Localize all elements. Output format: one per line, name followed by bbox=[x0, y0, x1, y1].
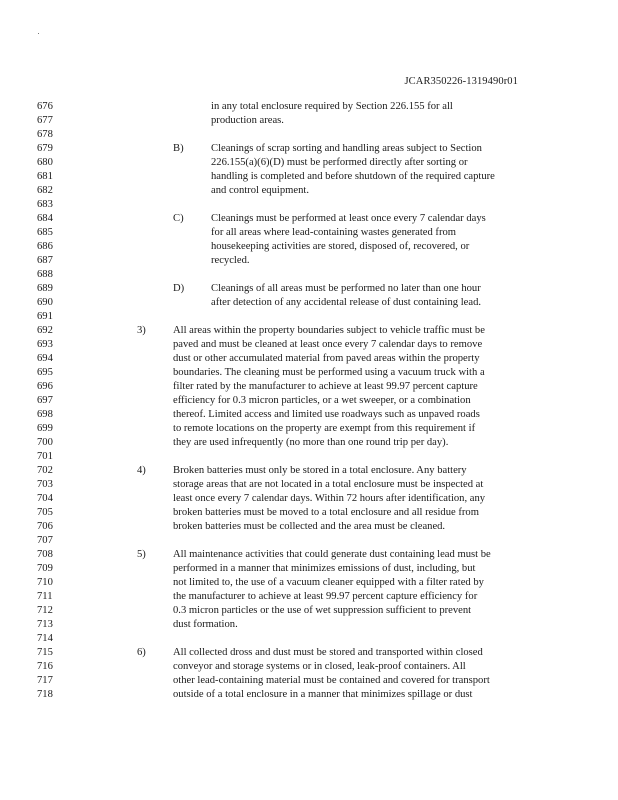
line-text: Cleanings of all areas must be performed no later than one hour bbox=[211, 283, 481, 294]
line-number: 700 bbox=[37, 437, 53, 448]
document-line bbox=[0, 282, 618, 296]
line-number: 687 bbox=[37, 255, 53, 266]
line-number: 705 bbox=[37, 507, 53, 518]
line-number: 686 bbox=[37, 241, 53, 252]
line-text: least once every 7 calendar days. Within 72 hours after identification, any bbox=[173, 493, 486, 504]
line-text: All areas within the property boundaries subject to vehicle traffic must be bbox=[173, 325, 485, 336]
line-text: performed in a manner that minimizes emissions of dust, including, but bbox=[173, 563, 476, 574]
document-line bbox=[0, 422, 618, 436]
document-line bbox=[0, 506, 618, 520]
document-line bbox=[0, 450, 618, 464]
line-number: 678 bbox=[37, 129, 53, 140]
document-line bbox=[0, 366, 618, 380]
line-number: 708 bbox=[37, 549, 53, 560]
line-text: other lead-containing material must be contained and covered for transport bbox=[173, 675, 490, 686]
line-number: 718 bbox=[37, 689, 53, 700]
document-line bbox=[0, 380, 618, 394]
document-line bbox=[0, 674, 618, 688]
document-line bbox=[0, 100, 618, 114]
line-text: for all areas where lead-containing wastes generated from bbox=[211, 227, 457, 238]
document-line bbox=[0, 464, 618, 478]
line-number: 711 bbox=[37, 591, 53, 602]
line-number: 684 bbox=[37, 213, 53, 224]
line-text: conveyor and storage systems or in closed, leak-proof containers. All bbox=[173, 661, 466, 672]
line-number: 685 bbox=[37, 227, 53, 238]
document-line bbox=[0, 226, 618, 240]
document-line bbox=[0, 534, 618, 548]
line-number: 690 bbox=[37, 297, 53, 308]
line-number: 695 bbox=[37, 367, 53, 378]
line-number: 680 bbox=[37, 157, 53, 168]
line-text: in any total enclosure required by Section 226.155 for all bbox=[211, 101, 453, 112]
document-line bbox=[0, 198, 618, 212]
line-number: 717 bbox=[37, 675, 53, 686]
line-text: storage areas that are not located in a total enclosure must be inspected at bbox=[173, 479, 484, 490]
document-line bbox=[0, 212, 618, 226]
line-number: 712 bbox=[37, 605, 53, 616]
line-text: after detection of any accidental release of dust containing lead. bbox=[211, 297, 482, 308]
document-line bbox=[0, 352, 618, 366]
document-line bbox=[0, 156, 618, 170]
document-line bbox=[0, 184, 618, 198]
line-number: 701 bbox=[37, 451, 53, 462]
line-number: 691 bbox=[37, 311, 53, 322]
line-number: 692 bbox=[37, 325, 53, 336]
line-number: 707 bbox=[37, 535, 53, 546]
document-line bbox=[0, 660, 618, 674]
item-marker: 3) bbox=[137, 325, 146, 336]
item-marker: 5) bbox=[137, 549, 146, 560]
document-line bbox=[0, 646, 618, 660]
line-text: handling is completed and before shutdown of the required capture bbox=[211, 171, 495, 182]
document-line bbox=[0, 548, 618, 562]
item-marker: 6) bbox=[137, 647, 146, 658]
line-text: filter rated by the manufacturer to achieve at least 99.97 percent capture bbox=[173, 381, 478, 392]
document-line bbox=[0, 576, 618, 590]
line-number: 703 bbox=[37, 479, 53, 490]
document-line bbox=[0, 310, 618, 324]
line-text: they are used infrequently (no more than one round trip per day). bbox=[173, 437, 449, 448]
line-number: 698 bbox=[37, 409, 53, 420]
line-number: 677 bbox=[37, 115, 53, 126]
line-number: 709 bbox=[37, 563, 53, 574]
line-text: outside of a total enclosure in a manner that minimizes spillage or dust bbox=[173, 689, 473, 700]
line-number: 714 bbox=[37, 633, 53, 644]
line-number: 696 bbox=[37, 381, 53, 392]
item-marker: D) bbox=[173, 283, 185, 294]
document-line bbox=[0, 436, 618, 450]
line-text: All maintenance activities that could generate dust containing lead must be bbox=[173, 549, 491, 560]
document-line bbox=[0, 604, 618, 618]
document-line bbox=[0, 478, 618, 492]
line-text: paved and must be cleaned at least once every 7 calendar days to remove bbox=[173, 339, 483, 350]
document-line bbox=[0, 254, 618, 268]
line-number: 702 bbox=[37, 465, 53, 476]
document-line bbox=[0, 492, 618, 506]
line-text: thereof. Limited access and limited use roadways such as unpaved roads bbox=[173, 409, 480, 420]
line-number: 693 bbox=[37, 339, 53, 350]
item-marker: B) bbox=[173, 143, 184, 154]
document-line bbox=[0, 268, 618, 282]
document-body bbox=[0, 100, 618, 702]
item-marker: C) bbox=[173, 213, 184, 224]
line-number: 688 bbox=[37, 269, 53, 280]
line-text: broken batteries must be moved to a total enclosure and all residue from bbox=[173, 507, 479, 518]
line-text: not limited to, the use of a vacuum cleaner equipped with a filter rated by bbox=[173, 577, 484, 588]
line-text: to remote locations on the property are exempt from this requirement if bbox=[173, 423, 476, 434]
document-line bbox=[0, 562, 618, 576]
line-number: 704 bbox=[37, 493, 53, 504]
line-text: and control equipment. bbox=[211, 185, 309, 196]
document-line bbox=[0, 170, 618, 184]
line-number: 715 bbox=[37, 647, 53, 658]
line-text: Broken batteries must only be stored in a total enclosure. Any battery bbox=[173, 465, 467, 476]
line-number: 679 bbox=[37, 143, 53, 154]
line-text: production areas. bbox=[211, 115, 284, 126]
line-number: 706 bbox=[37, 521, 53, 532]
line-text: housekeeping activities are stored, disposed of, recovered, or bbox=[211, 241, 470, 252]
line-number: 716 bbox=[37, 661, 53, 672]
document-line bbox=[0, 142, 618, 156]
line-text: All collected dross and dust must be stored and transported within closed bbox=[173, 647, 483, 658]
line-number: 697 bbox=[37, 395, 53, 406]
scan-speck bbox=[38, 33, 39, 34]
line-number: 694 bbox=[37, 353, 53, 364]
line-text: boundaries. The cleaning must be performed using a vacuum truck with a bbox=[173, 367, 485, 378]
line-text: 0.3 micron particles or the use of wet suppression sufficient to prevent bbox=[173, 605, 472, 616]
line-number: 699 bbox=[37, 423, 53, 434]
line-text: broken batteries must be collected and the area must be cleaned. bbox=[173, 521, 446, 532]
document-line bbox=[0, 590, 618, 604]
document-line bbox=[0, 632, 618, 646]
document-line bbox=[0, 394, 618, 408]
document-line bbox=[0, 520, 618, 534]
item-marker: 4) bbox=[137, 465, 146, 476]
document-line bbox=[0, 408, 618, 422]
document-line bbox=[0, 128, 618, 142]
line-text: 226.155(a)(6)(D) must be performed directly after sorting or bbox=[211, 157, 468, 168]
line-text: efficiency for 0.3 micron particles, or a wet sweeper, or a combination bbox=[173, 395, 471, 406]
line-number: 713 bbox=[37, 619, 53, 630]
line-text: dust formation. bbox=[173, 619, 238, 630]
line-number: 682 bbox=[37, 185, 53, 196]
document-line bbox=[0, 296, 618, 310]
document-line bbox=[0, 338, 618, 352]
line-number: 683 bbox=[37, 199, 53, 210]
line-number: 676 bbox=[37, 101, 53, 112]
document-line bbox=[0, 114, 618, 128]
document-line bbox=[0, 688, 618, 702]
document-line bbox=[0, 240, 618, 254]
line-number: 689 bbox=[37, 283, 53, 294]
document-line bbox=[0, 324, 618, 338]
line-text: dust or other accumulated material from paved areas within the property bbox=[173, 353, 480, 364]
line-text: recycled. bbox=[211, 255, 250, 266]
document-line bbox=[0, 618, 618, 632]
line-text: the manufacturer to achieve at least 99.97 percent capture efficiency for bbox=[173, 591, 478, 602]
line-text: Cleanings of scrap sorting and handling areas subject to Section bbox=[211, 143, 482, 154]
line-number: 681 bbox=[37, 171, 53, 182]
line-text: Cleanings must be performed at least once every 7 calendar days bbox=[211, 213, 486, 224]
line-number: 710 bbox=[37, 577, 53, 588]
document-id-header: JCAR350226-1319490r01 bbox=[404, 76, 518, 87]
